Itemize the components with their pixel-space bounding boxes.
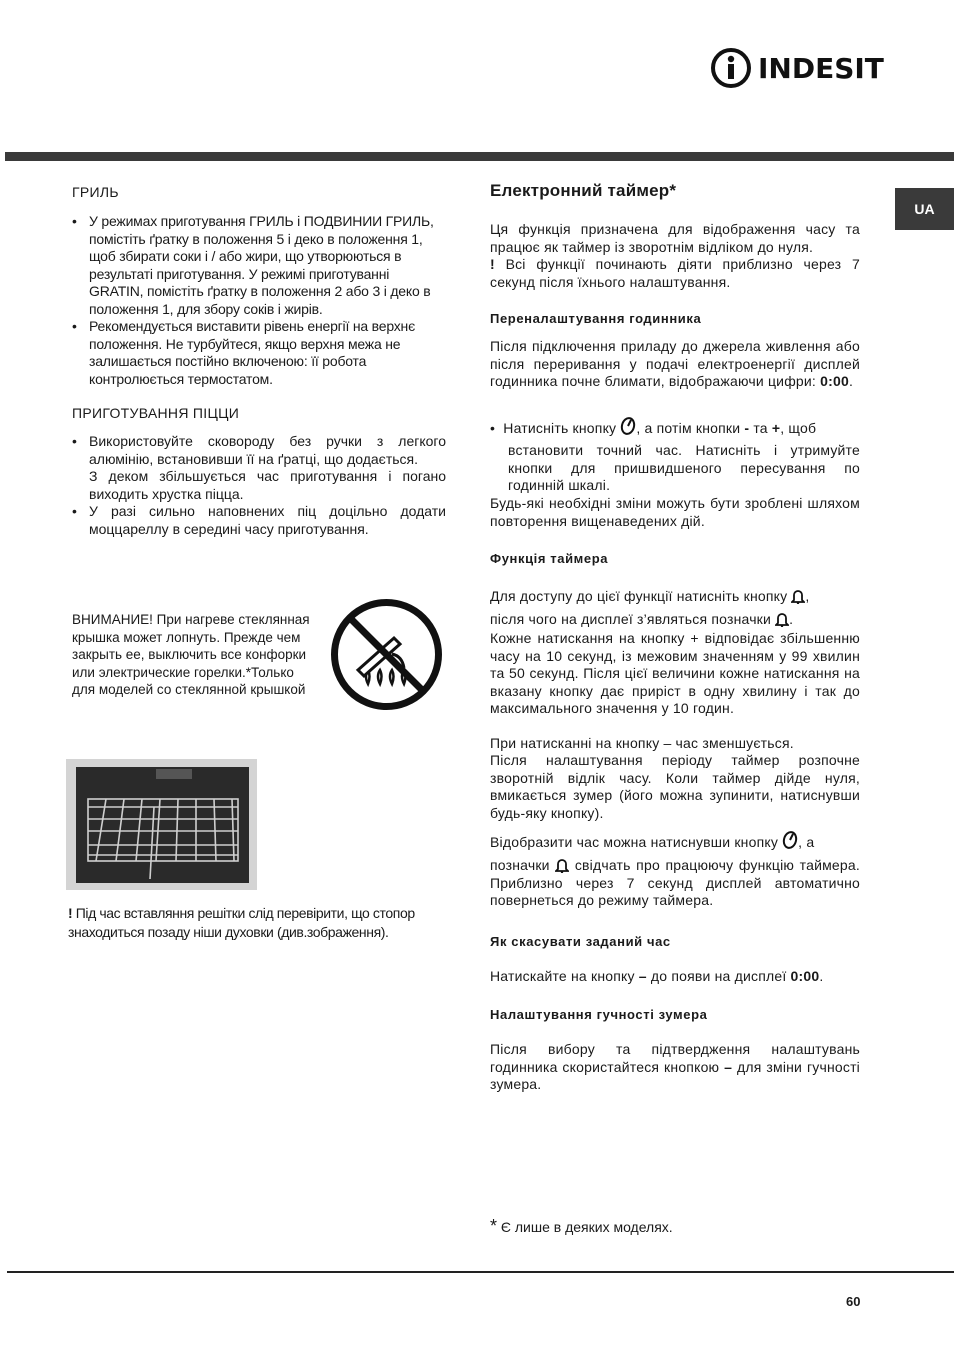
timer-line-1 — [490, 584, 860, 608]
list-item: • Рекомендується виставити рівень енергії на верхнє положення. Не турбуйтеся, якщо верхня межа не залишається постійно включеною: її робота контролюється термостатом. — [72, 318, 446, 388]
grill-list — [72, 213, 446, 388]
timer-text: . — [789, 611, 794, 627]
page-number: 60 — [846, 1294, 861, 1309]
pizza-list — [72, 433, 446, 538]
volume-heading: Налаштування гучності зумера — [490, 1007, 708, 1022]
cancel-end: . — [819, 968, 824, 984]
reset-end: . — [848, 373, 854, 389]
intro-paragraph — [490, 221, 860, 291]
pizza-heading: ПРИГОТУВАННЯ ПІЦЦИ — [72, 405, 240, 421]
minus-key: – — [724, 1058, 733, 1075]
no-glass-lid-sign-icon — [330, 598, 443, 711]
bullet-text: Натисніть кнопку — [503, 420, 621, 436]
footnote — [490, 1216, 673, 1237]
grill-heading: ГРИЛЬ — [72, 184, 119, 200]
bullet-text: та — [749, 420, 772, 436]
list-item — [72, 433, 446, 503]
intro-text: Ця функція призначена для відображення часу та працює як таймер із зворотнім відліком до нуля. — [490, 221, 860, 255]
footnote-text: Є лише в деяких моделях. — [497, 1219, 673, 1235]
bullet-text: , а потім кнопки — [636, 420, 745, 436]
intro-note-text: Всі функції починають діяти приблизно через 7 секунд після їхнього налаштування. — [490, 256, 860, 290]
list-item: • У разі сильно наповнених піц доцільно додати моццареллу в середині часу приготування. — [72, 503, 446, 538]
pizza-item-text: • Використовуйте сковороду без ручки з легкого алюмінію, встановивши її на ґратці, що додається. — [89, 433, 446, 467]
volume-paragraph — [490, 1041, 860, 1094]
timer-paragraph: Кожне натискання на кнопку + відповідає збільшенню часу на 10 секунд, із межовим значенням у 99 хвилин та 50 секунд. Після цієї величини кожне натискання на вказану кнопку дає приріст в одну хвилину і так до максимального значення у 10 годин. — [490, 630, 860, 716]
reset-bullet-continuation: встановити точний час. Натисніть і утримуйте кнопки для пришвидшеного пересування по годинній шкалі. — [508, 442, 860, 493]
bell-icon — [555, 857, 569, 873]
minus-key: - — [744, 420, 750, 436]
reset-paragraph — [490, 338, 860, 391]
exclamation-mark: ! — [490, 256, 495, 272]
exclamation-mark: ! — [68, 905, 73, 921]
cancel-paragraph — [490, 968, 860, 986]
display-text: позначки — [490, 857, 556, 873]
bell-icon — [775, 611, 789, 627]
intro-note — [490, 256, 860, 291]
timer-paragraph: При натисканні на кнопку – час зменшується. — [490, 735, 794, 751]
pizza-item-text: З деком збільшується час приготування і погано виходить хрустка піцца. — [89, 468, 446, 502]
timer-heading: Функція таймера — [490, 551, 609, 566]
cancel-value: 0:00 — [790, 968, 820, 984]
timer-text: після чого на дисплеї з’являться позначки — [490, 611, 776, 627]
display-text: свідчать про працюючу функцію таймера. Приблизно через 7 секунд дисплей автоматично повернеться до режиму таймера. — [490, 857, 860, 908]
timer-paragraph: Після налаштування періоду таймер розпочне зворотній відлік часу. Коли таймер дійде нуля, вмикається зумер (його можна зупинити, натиснувши будь-яку кнопку). — [490, 752, 860, 821]
display-text: Відобразити час можна натиснувши кнопку — [490, 834, 783, 850]
reset-note: Будь-які необхідні зміни можуть бути зроблені шляхом повторення вищенаведених дій. — [490, 495, 860, 529]
footnote-star: * — [490, 1216, 498, 1236]
cancel-heading: Як скасувати заданий час — [490, 934, 671, 949]
indesit-logo-icon — [710, 47, 752, 89]
reset-heading: Переналаштування годинника — [490, 311, 702, 326]
cancel-text: до появи на дисплеї — [646, 968, 791, 984]
cancel-text: Натискайте на кнопку — [490, 968, 639, 984]
glass-lid-warning: ВНИМАНИЕ! При нагреве стеклянная крышка может лопнуть. Прежде чем закрыть ее, выключить все конфорки или электрические горелки.*Только для моделей со стеклянной крышкой — [72, 612, 310, 697]
clock-button-icon — [620, 414, 636, 436]
volume-text: Після вибору та підтвердження налаштувань годинника скористайтеся кнопкою — [490, 1041, 860, 1075]
brand-logo — [710, 47, 884, 89]
section-title: Електронний таймер* — [490, 181, 677, 200]
rack-caption — [68, 904, 448, 942]
display-text: , а — [798, 834, 815, 850]
list-item: • У режимах приготування ГРИЛЬ і ПОДВИНИИ ГРИЛЬ, помістіть ґратку в положення 5 і деко в положення 1, щоб збирати соки і / або жири, що утворюються в результаті приготування. У режимі приготуванні GRATIN, помістіть ґратку в положення 2 або 3 і деко в положення 1, для збору соків і жирів. — [72, 213, 446, 318]
display-line-1 — [490, 828, 860, 854]
header-divider-bar — [5, 152, 954, 161]
reset-bullet — [490, 414, 860, 440]
timer-text: Для доступу до цієї функції натисніть кнопку — [490, 588, 792, 604]
display-paragraph — [490, 857, 860, 910]
reset-text: Після підключення приладу до джерела живлення або після переривання у подачі електроенергії дисплей годинника почне блимати, відображаючи цифри: — [490, 338, 860, 389]
reset-value: 0:00 — [820, 373, 849, 389]
bullet-text: , щоб — [780, 420, 817, 436]
timer-line-2 — [490, 607, 860, 631]
bell-icon — [791, 588, 805, 604]
bullet-dot: • — [490, 420, 504, 436]
caption-text: Під час вставляння решітки слід перевірити, що стопор знаходиться позаду ніши духовки (див.зображення). — [68, 905, 415, 940]
language-tab: UA — [895, 188, 954, 230]
volume-text: для зміни гучності зумера. — [490, 1058, 860, 1092]
plus-key: + — [771, 420, 781, 436]
oven-rack-photo — [66, 759, 257, 890]
footer-divider — [7, 1271, 954, 1273]
minus-key: – — [638, 968, 647, 984]
clock-button-icon — [782, 828, 798, 850]
timer-text: , — [805, 588, 810, 604]
brand-name: INDESIT — [758, 51, 884, 85]
